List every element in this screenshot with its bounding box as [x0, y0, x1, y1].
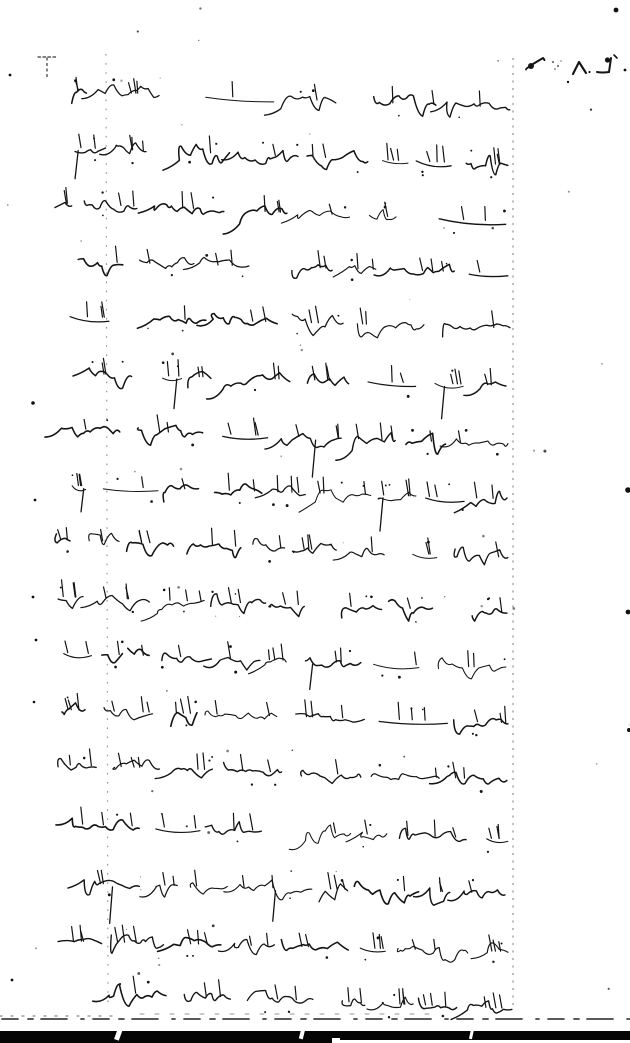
- scan-edge-band: [0, 1028, 630, 1043]
- scan-edge-dashed-rule: [0, 1014, 630, 1019]
- margin-rule-left: [106, 54, 108, 1006]
- ink-specks: [7, 7, 630, 990]
